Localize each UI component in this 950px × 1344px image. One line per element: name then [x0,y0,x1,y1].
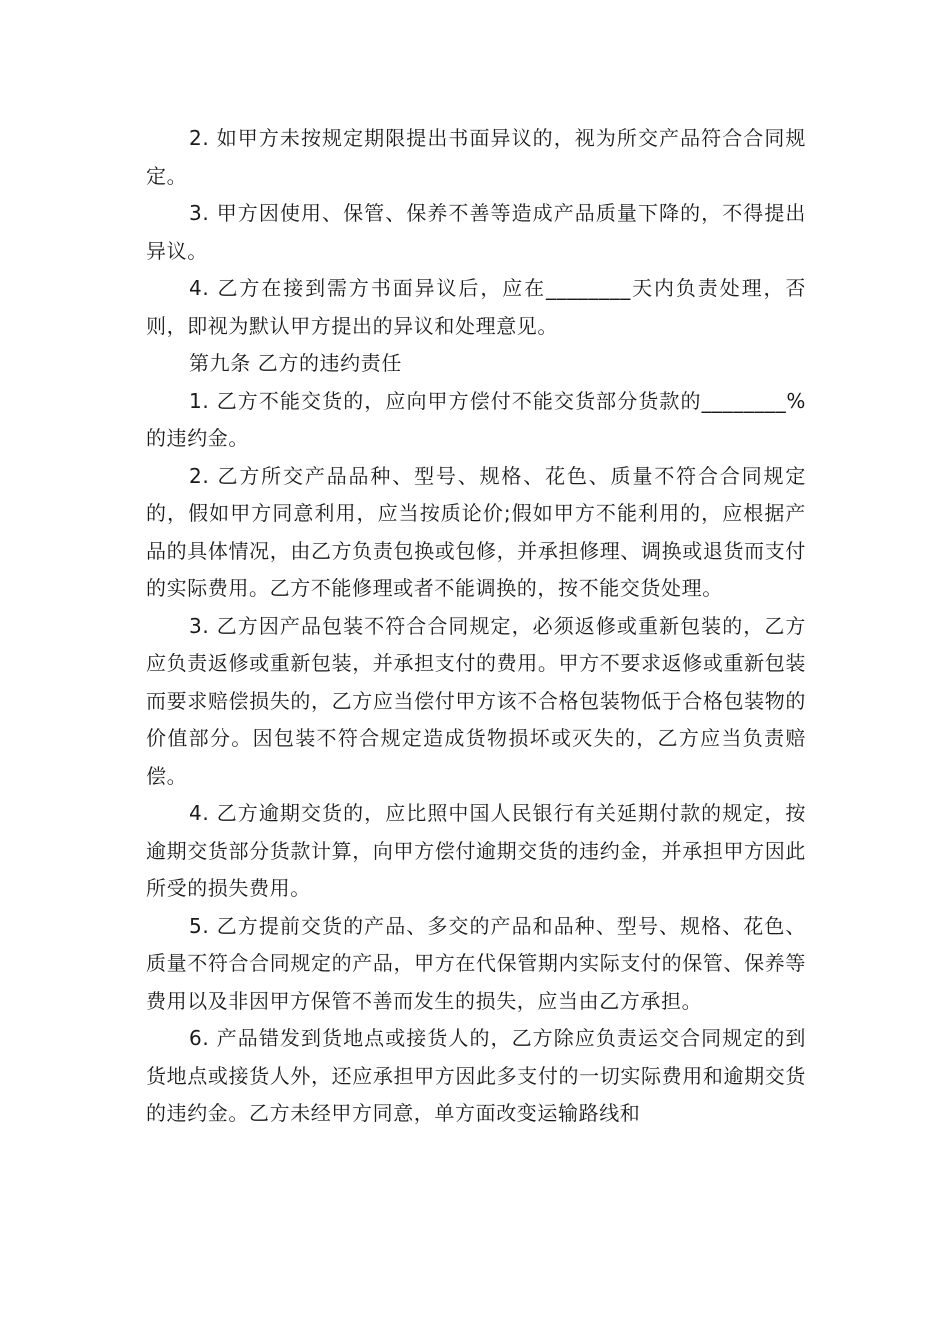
document-body [146,120,806,1133]
clause-8-item-4: 4. 乙方在接到需方书面异议后，应在________天内负责处理，否则，即视为默认甲方提出的异议和处理意见。 [146,276,806,338]
clause-9-item-2: 2. 乙方所交产品品种、型号、规格、花色、质量不符合合同规定的，假如甲方同意利用，应当按质论价;假如甲方不能利用的，应根据产品的具体情况，由乙方负责包换或包修，并承担修理、调换或退货而支付的实际费用。乙方不能修理或者不能调换的，按不能交货处理。 [146,463,806,600]
clause-8-item-3: 3. 甲方因使用、保管、保养不善等造成产品质量下降的，不得提出异议。 [146,201,806,263]
clause-8-item-2: 2. 如甲方未按规定期限提出书面异议的，视为所交产品符合合同规定。 [146,126,806,188]
clause-9-item-4: 4. 乙方逾期交货的，应比照中国人民银行有关延期付款的规定，按逾期交货部分货款计算，向甲方偿付逾期交货的违约金，并承担甲方因此所受的损失费用。 [146,801,806,900]
clause-9-item-6: 6. 产品错发到货地点或接货人的，乙方除应负责运交合同规定的到货地点或接货人外，还应承担甲方因此多支付的一切实际费用和逾期交货的违约金。乙方未经甲方同意，单方面改变运输路线和 [146,1026,806,1125]
clause-9-item-3: 3. 乙方因产品包装不符合合同规定，必须返修或重新包装的，乙方应负责返修或重新包装，并承担支付的费用。甲方不要求返修或重新包装而要求赔偿损失的，乙方应当偿付甲方该不合格包装物低于合格包装物的价值部分。因包装不符合规定造成货物损坏或灭失的，乙方应当负责赔偿。 [146,613,806,788]
clause-9-heading: 第九条 乙方的违约责任 [189,351,402,375]
clause-9-item-1: 1. 乙方不能交货的，应向甲方偿付不能交货部分货款的________%的违约金。 [146,388,806,450]
clause-9-item-5: 5. 乙方提前交货的产品、多交的产品和品种、型号、规格、花色、质量不符合合同规定的产品，甲方在代保管期内实际支付的保管、保养等费用以及非因甲方保管不善而发生的损失，应当由乙方承担。 [146,913,806,1013]
